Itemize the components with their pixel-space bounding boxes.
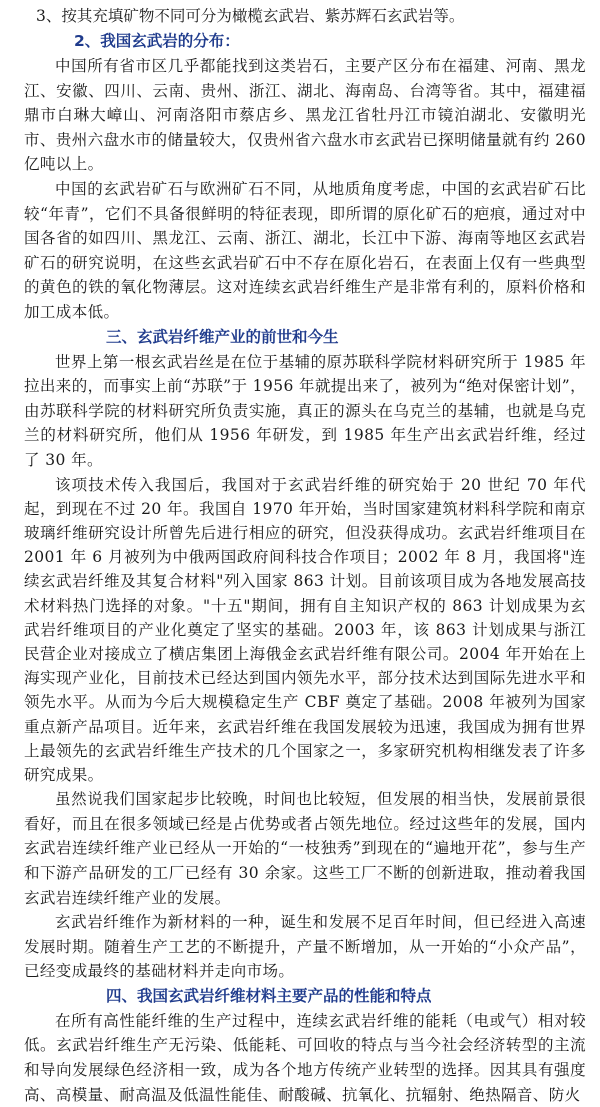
paragraph-product-properties: 在所有高性能纤维的生产过程中，连续玄武岩纤维的能耗（电或气）相对较低。玄武岩纤维生产无污染、低能耗、可回收的特点与当今社会经济转型的主流和导向发展绿色经济相一致，成为各个地方传统产业转型的选择。因其具有强度高、高模量、耐高温及低温性能佳、耐酸碱、抗氧化、抗辐射、绝热隔音、防火	[24, 1011, 586, 1104]
paragraph-distribution-regions: 中国所有省市区几乎都能找到这类岩石，主要产区分布在福建、河南、黑龙江、安徽、四川、云南、贵州、浙江、湖北、海南岛、台湾等省。其中，福建福鼎市白琳大嶂山、河南洛阳市蔡店乡、黑龙江省牡丹江市镜泊湖北、安徽明光市、贵州六盘水市的储量较大，仅贵州省六盘水市玄武岩已探明储量就有约 260 亿吨以上。	[24, 57, 586, 174]
heading-industry-history: 三、玄武岩纤维产业的前世和今生	[106, 327, 339, 346]
list-item-filling-minerals: 3、按其充填矿物不同可分为橄榄玄武岩、紫苏辉石玄武岩等。	[36, 7, 465, 25]
heading-basalt-distribution: 2、我国玄武岩的分布：	[74, 32, 240, 50]
paragraph-industry-origin: 世界上第一根玄武岩丝是在位于基辅的原苏联科学院材料研究所于 1985 年拉出来的，而事实上前“苏联”于 1956 年就提出来了，被列为“绝对保密计划”，由苏联科学院的材料研究所负责实施，真正的源头在乌克兰的基辅，也就是乌克兰的材料研究所，他们从 1956 年研发，到 1985 年生产出玄武岩纤维，经过了 30 年。	[24, 352, 586, 469]
paragraph-industry-china-development: 该项技术传入我国后，我国对于玄武岩纤维的研究始于 20 世纪 70 年代起，到现在不过 20 年。我国自 1970 年开始，当时国家建筑材料科学院和南京玻璃纤维研究设计所曾先后进行相应的研究，但没获得成功。玄武岩纤维项目在 2001 年 6 月被列为中俄两国政府间科技合作项目；2002 年 8 月，我国将"连续玄武岩纤维及其复合材料"列入国家 863 计划。目前该项目成为各地发展高技术材料热门选择的对象。"十五"期间，拥有自主知识产权的 863 计划成果为玄武岩纤维项目的产业化奠定了坚实的基础。2003 年，该 863 计划成果与浙江民营企业对接成立了横店集团上海俄金玄武岩纤维有限公司。2004 年开始在上海实现产业化，目前技术已经达到国内领先水平，部分技术达到国际先进水平和领先水平。从而为今后大规模稳定生产 CBF 奠定了基础。2008 年被列为国家重点新产品项目。近年来，玄武岩纤维在我国发展较为迅速，我国成为拥有世界上最领先的玄武岩纤维生产技术的几个国家之一，多家研究机构相继发表了许多研究成果。	[24, 475, 586, 784]
paragraph-industry-growth: 玄武岩纤维作为新材料的一种，诞生和发展不足百年时间，但已经进入高速发展时期。随着生产工艺的不断提升，产量不断增加，从一开始的“小众产品”，已经变成最终的基础材料并走向市场。	[24, 913, 586, 981]
paragraph-distribution-ore-characteristics: 中国的玄武岩矿石与欧洲矿石不同，从地质角度考虑，中国的玄武岩矿石比较“年青”，它们不具备很鲜明的特征表现，即所谓的原化矿石的疤痕，通过对中国各省的如四川、黑龙江、云南、浙江、湖北，长江中下游、海南等地区玄武岩矿石的研究说明，在这些玄武岩矿石中不存在原化岩石，在表面上仅有一些典型的黄色的铁的氧化物薄层。这对连续玄武岩纤维生产是非常有利的，原料价格和加工成本低。	[24, 179, 586, 321]
heading-product-features: 四、我国玄武岩纤维材料主要产品的性能和特点	[106, 986, 432, 1005]
paragraph-industry-outlook: 虽然说我们国家起步比较晚，时间也比较短，但发展的相当快，发展前景很看好，而且在很多领域已经是占优势或者占领先地位。经过这些年的发展，国内玄武岩连续纤维产业已经从一开始的“一枝独秀”到现在的“遍地开花”，参与生产和下游产品研发的工厂已经有 30 余家。这些工厂不断的创新进取，推动着我国玄武岩连续纤维产业的发展。	[24, 790, 586, 907]
